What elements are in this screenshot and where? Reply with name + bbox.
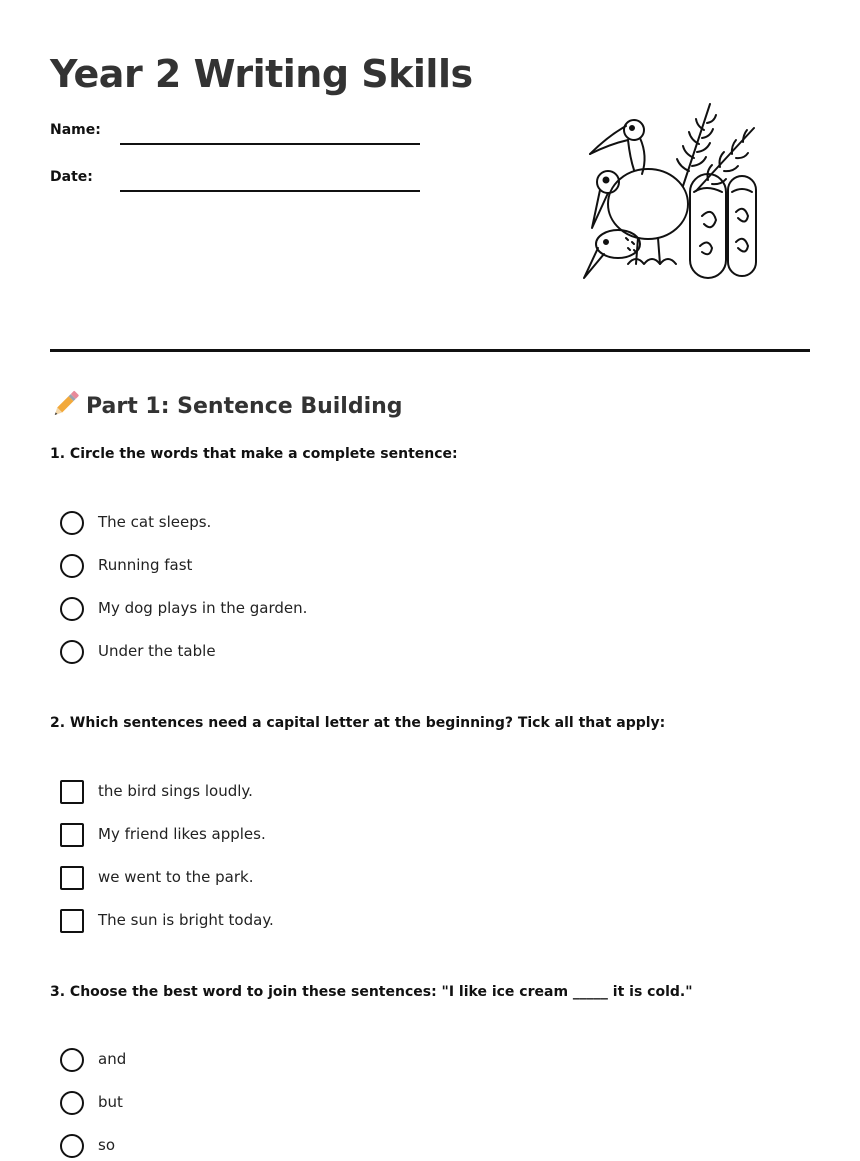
- q2-checkbox[interactable]: [60, 780, 84, 804]
- question-2-prompt: 2. Which sentences need a capital letter at the beginning? Tick all that apply:: [50, 715, 666, 731]
- q1-radio[interactable]: [60, 511, 84, 535]
- name-field[interactable]: [120, 143, 420, 145]
- q2-option-label: The sun is bright today.: [98, 911, 274, 929]
- q1-option-label: Running fast: [98, 556, 193, 574]
- pencil-icon: [50, 389, 80, 419]
- q1-option-label: My dog plays in the garden.: [98, 599, 308, 617]
- date-label: Date:: [50, 169, 93, 185]
- q3-radio[interactable]: [60, 1091, 84, 1115]
- q1-radio[interactable]: [60, 640, 84, 664]
- part-1-title: Part 1: Sentence Building: [86, 394, 403, 419]
- q1-option-label: Under the table: [98, 642, 216, 660]
- q2-checkbox[interactable]: [60, 909, 84, 933]
- section-divider: [50, 349, 810, 352]
- question-3-prompt: 3. Choose the best word to join these sentences: "I like ice cream _____ it is cold.": [50, 984, 693, 1000]
- birds-and-ferns-illustration: [578, 96, 760, 288]
- q3-radio[interactable]: [60, 1134, 84, 1158]
- q1-option-label: The cat sleeps.: [98, 513, 212, 531]
- date-field[interactable]: [120, 190, 420, 192]
- question-1-prompt: 1. Circle the words that make a complete sentence:: [50, 446, 458, 462]
- q3-radio[interactable]: [60, 1048, 84, 1072]
- q2-option-label: the bird sings loudly.: [98, 782, 253, 800]
- q3-option-label: and: [98, 1050, 127, 1068]
- q1-radio[interactable]: [60, 554, 84, 578]
- page-title: Year 2 Writing Skills: [50, 52, 473, 96]
- q3-option-label: so: [98, 1136, 115, 1154]
- q2-checkbox[interactable]: [60, 823, 84, 847]
- name-label: Name:: [50, 122, 101, 138]
- q1-radio[interactable]: [60, 597, 84, 621]
- part-1-heading: [50, 389, 403, 419]
- q3-option-label: but: [98, 1093, 123, 1111]
- q2-checkbox[interactable]: [60, 866, 84, 890]
- q2-option-label: we went to the park.: [98, 868, 254, 886]
- q2-option-label: My friend likes apples.: [98, 825, 266, 843]
